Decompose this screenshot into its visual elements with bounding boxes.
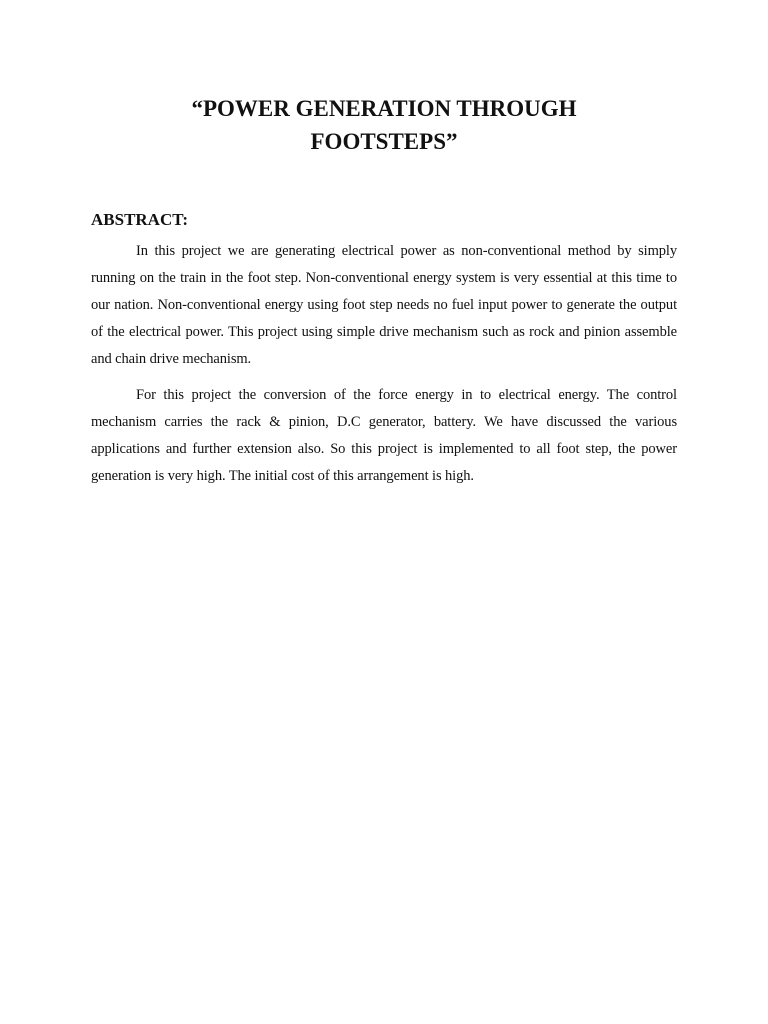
abstract-paragraph-2: For this project the conversion of the force energy in to electrical energy. The control mechanism carries the rack & pinion, D.C generator, battery. We have discussed the various applications and further extension also. So this project is implemented to all foot step, the power generation is very high. The initial cost of this arrangement is high. [91,387,677,484]
document-title [90,92,678,158]
title-line-1: “POWER GENERATION THROUGH [191,96,577,121]
abstract-paragraph-1: In this project we are generating electrical power as non-conventional method by simply running on the train in the foot step. Non-conventional energy system is very essential at this time to our nation. Non-conventional energy using foot step needs no fuel input power to generate the output of the electrical power. This project using simple drive mechanism such as rock and pinion assemble and chain drive mechanism. [91,243,677,367]
abstract-heading: ABSTRACT: [91,210,188,229]
title-line-2: FOOTSTEPS” [310,129,458,154]
